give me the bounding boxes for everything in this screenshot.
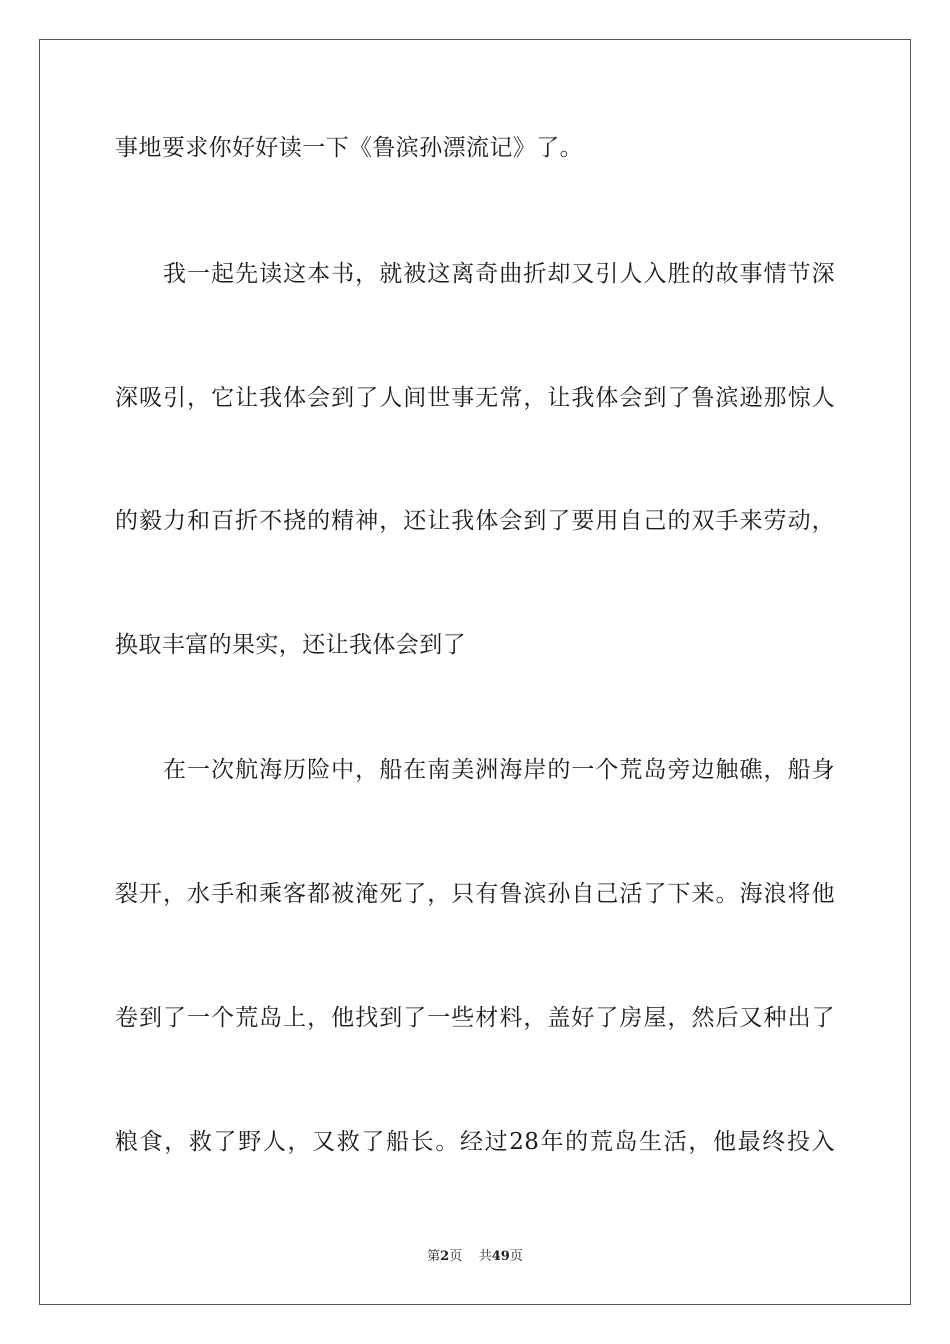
page-footer [0, 1245, 950, 1269]
text-line-7: 裂开，水手和乘客都被淹死了，只有鲁滨孙自己活了下来。海浪将他 [115, 881, 835, 907]
text-line-4: 的毅力和百折不挠的精神，还让我体会到了要用自己的双手来劳动， [115, 508, 835, 534]
text-line-3: 深吸引，它让我体会到了人间世事无常，让我体会到了鲁滨逊那惊人 [115, 385, 835, 411]
page-suffix: 页 [449, 1249, 463, 1264]
text-line-5: 换取丰富的果实，还让我体会到了 [115, 632, 466, 658]
text-line-6: 在一次航海历险中，船在南美洲海岸的一个荒岛旁边触礁，船身 [163, 757, 835, 783]
text-line-9: 粮食，救了野人，又救了船长。经过28年的荒岛生活，他最终投入 [115, 1129, 835, 1155]
text-line-8: 卷到了一个荒岛上，他找到了一些材料，盖好了房屋，然后又种出了 [115, 1005, 835, 1031]
page-total: 49 [491, 1249, 510, 1264]
page-current: 2 [440, 1249, 450, 1264]
page-border [39, 39, 911, 1305]
total-suffix: 页 [509, 1249, 523, 1264]
text-line-2: 我一起先读这本书，就被这离奇曲折却又引人入胜的故事情节深 [163, 261, 835, 287]
page-prefix: 第 [427, 1249, 441, 1264]
text-line-1: 事地要求你好好读一下《鲁滨孙漂流记》了。 [115, 135, 583, 161]
total-prefix: 共 [478, 1249, 492, 1264]
